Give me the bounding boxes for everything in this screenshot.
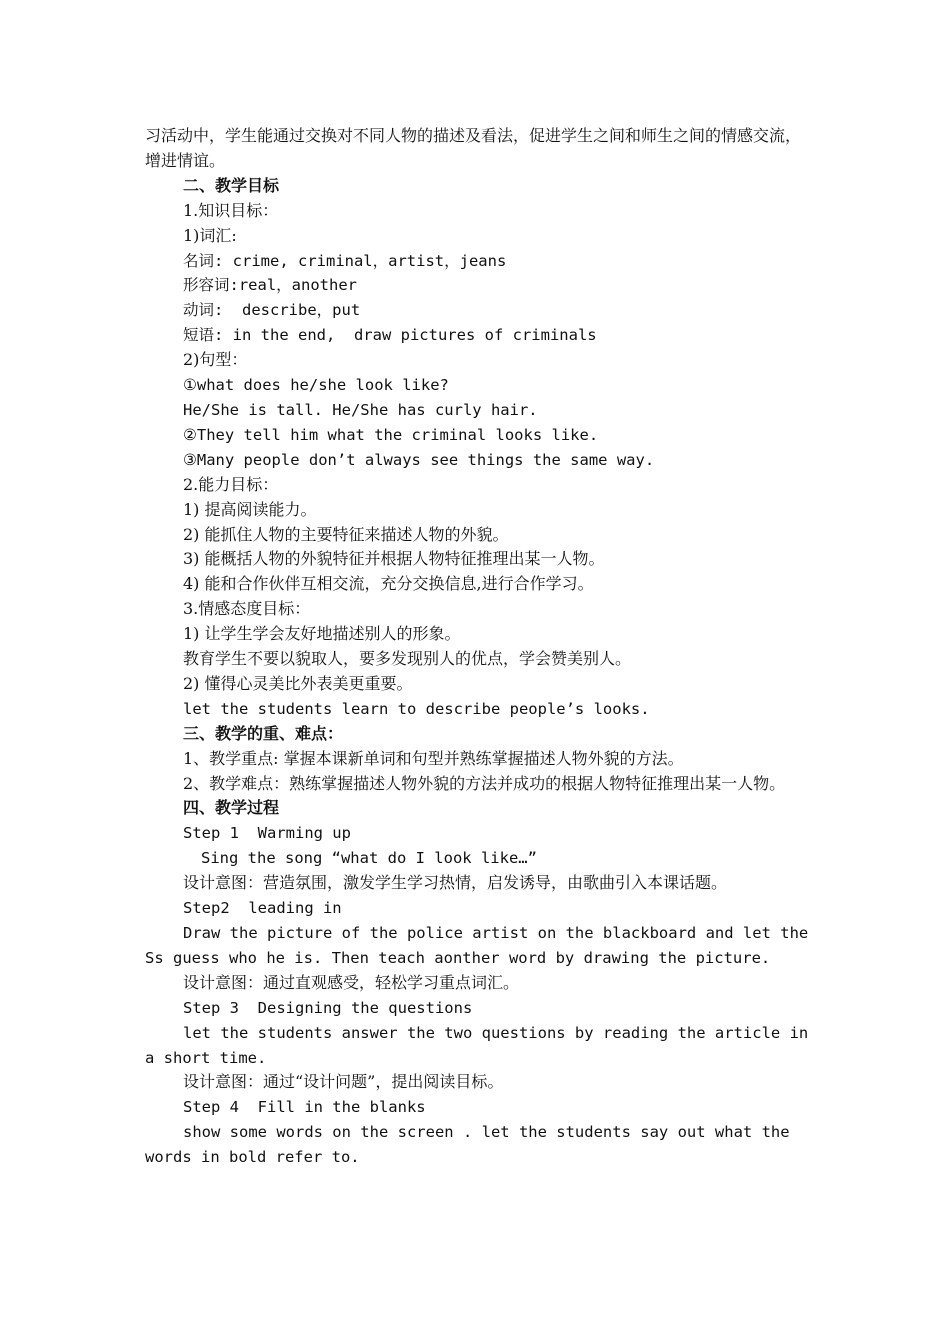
emotion-item-2-extra: let the students learn to describe people’s looks.	[183, 699, 650, 718]
section-heading-process: 四、教学过程	[183, 798, 280, 818]
verbs-line: 动词: describe，put	[183, 301, 361, 320]
step-4-detail: show some words on the screen . let the students say out what the words in bold refer to.	[145, 1123, 799, 1167]
step-1-intent: 设计意图：营造氛围，激发学生学习热情，启发诱导，由歌曲引入本课话题。	[183, 873, 728, 893]
sentence-pattern-1-answer: He/She is tall. He/She has curly hair.	[183, 400, 538, 419]
ability-item-3: 3) 能概括人物的外貌特征并根据人物特征推理出某一人物。	[183, 549, 605, 569]
step-1-title: Step 1 Warming up	[183, 824, 351, 843]
step-2-detail: Draw the picture of the police artist on the blackboard and let the Ss guess who he is. Then teach aonther word by drawing the picture.	[145, 924, 818, 967]
knowledge-objective-title: 1.知识目标：	[183, 200, 279, 220]
step-2-intent: 设计意图：通过直观感受，轻松学习重点词汇。	[183, 972, 520, 992]
step-3-title: Step 3 Designing the questions	[183, 998, 473, 1017]
step-3-detail: let the students answer the two questions by reading the article in a short time.	[145, 1023, 818, 1067]
adjectives-line: 形容词:real，another	[183, 276, 357, 295]
section-heading-objectives: 二、教学目标	[183, 175, 280, 195]
intro-paragraph: 习活动中，学生能通过交换对不同人物的描述及看法，促进学生之间和师生之间的情感交流，增进情谊。	[145, 126, 802, 170]
key-point: 1、教学重点: 掌握本课新单词和句型并熟练掌握描述人物外貌的方法。	[183, 748, 684, 768]
emotion-objective-title: 3.情感态度目标：	[183, 599, 311, 619]
document-body	[145, 124, 818, 1170]
ability-item-4: 4) 能和合作伙伴互相交流，充分交换信息,进行合作学习。	[183, 574, 594, 594]
sentence-pattern-1: ①what does he/she look like?	[183, 376, 449, 395]
step-2-title: Step2 leading in	[183, 899, 342, 918]
emotion-item-1: 1) 让学生学会友好地描述别人的形象。	[183, 624, 461, 644]
ability-item-2: 2) 能抓住人物的主要特征来描述人物的外貌。	[183, 524, 509, 544]
ability-objective-title: 2.能力目标：	[183, 474, 279, 494]
section-heading-key-points: 三、教学的重、难点：	[183, 723, 344, 743]
step-3-intent: 设计意图：通过“设计问题”，提出阅读目标。	[183, 1072, 504, 1092]
nouns-line: 名词: crime, criminal，artist，jeans	[183, 251, 507, 270]
sentence-pattern-2: ②They tell him what the criminal looks like.	[183, 425, 599, 444]
vocabulary-title: 1)词汇:	[183, 225, 237, 245]
emotion-item-2: 2) 懂得心灵美比外表美更重要。	[183, 673, 413, 693]
step-1-detail: Sing the song “what do I look like…”	[201, 849, 537, 868]
sentence-pattern-3: ③Many people don’t always see things the same way.	[183, 450, 655, 469]
ability-item-1: 1) 提高阅读能力。	[183, 499, 317, 519]
difficult-point: 2、教学难点：熟练掌握描述人物外貌的方法并成功的根据人物特征推理出某一人物。	[183, 773, 786, 793]
step-4-title: Step 4 Fill in the blanks	[183, 1098, 426, 1117]
phrases-line: 短语: in the end, draw pictures of criminals	[183, 326, 597, 345]
sentence-pattern-title: 2)句型：	[183, 350, 248, 370]
emotion-item-1-extra: 教育学生不要以貌取人，要多发现别人的优点，学会赞美别人。	[183, 649, 632, 669]
